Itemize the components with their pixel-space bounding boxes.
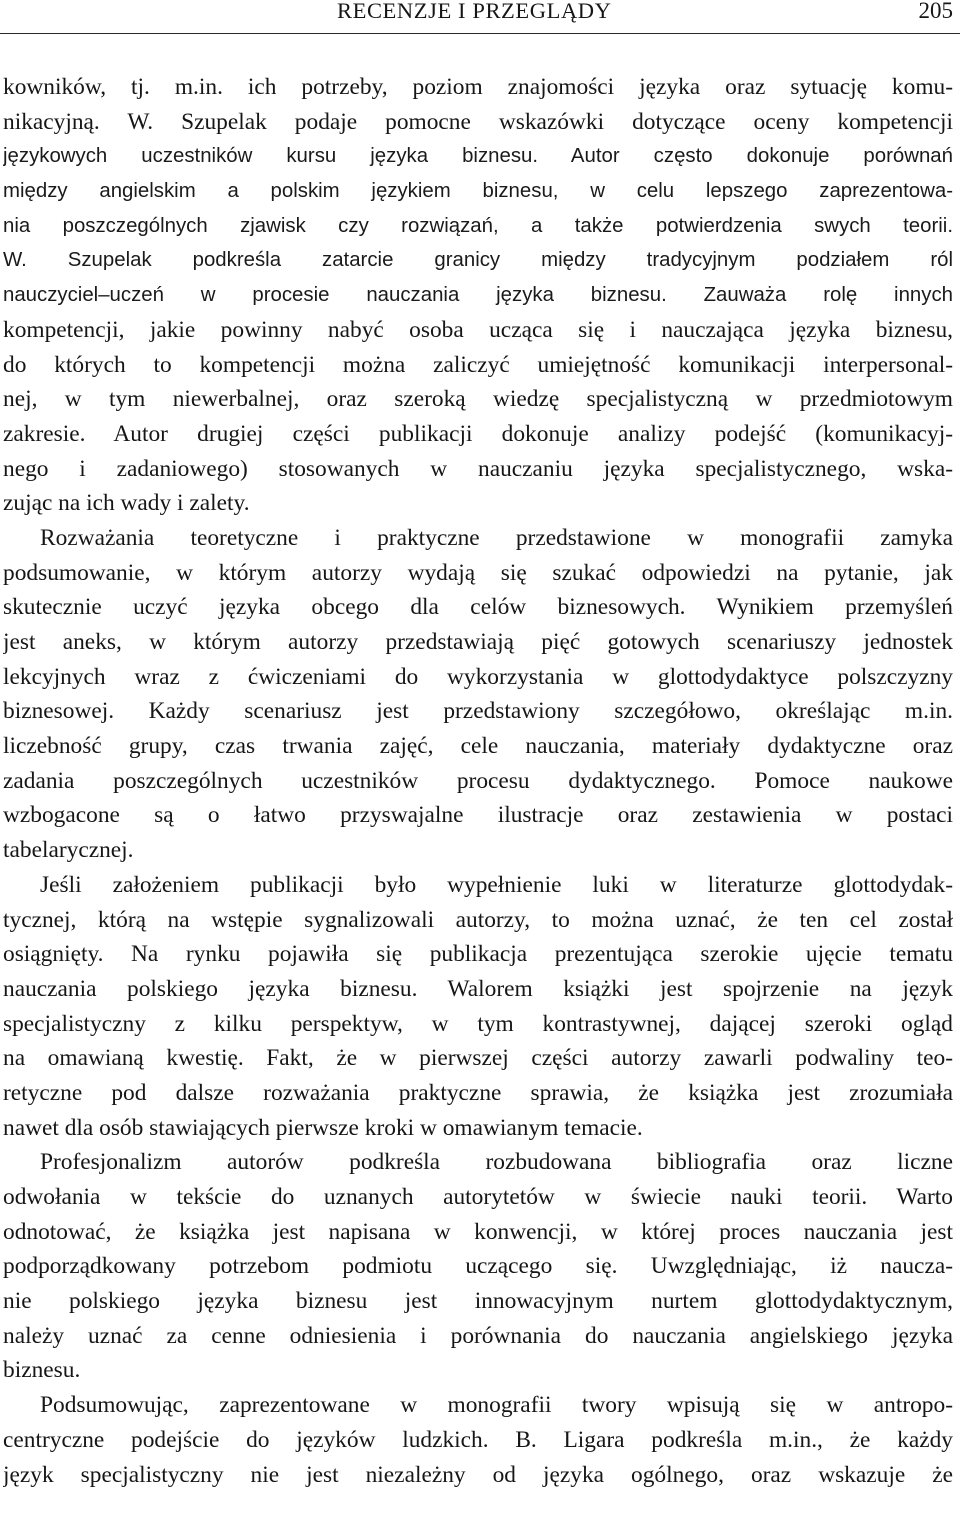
- page-number: 205: [918, 0, 953, 23]
- text-line: językowych uczestników kursu języka biznesu. Autor często dokonuje porównań: [3, 145, 953, 168]
- text-line: zując na ich wady i zalety.: [3, 490, 250, 517]
- text-line: między angielskim a polskim językiem biznesu, w celu lepszego zaprezentowa-: [3, 180, 953, 203]
- text-line: nej, w tym niewerbalnej, oraz szeroką wiedzę specjalistyczną w przedmiotowym: [3, 386, 953, 413]
- text-line: osiągnięty. Na rynku pojawiła się publikacja prezentująca szerokie ujęcie tematu: [3, 941, 953, 968]
- paragraph-first-line: Jeśli założeniem publikacji było wypełnienie luki w literaturze glottodydak-: [40, 871, 953, 898]
- header-rule: [0, 33, 960, 34]
- text-line: należy uznać za cenne odniesienia i porównania do nauczania angielskiego języka: [3, 1322, 953, 1349]
- text-line: nauczania polskiego języka biznesu. Walorem książki jest spojrzenie na język: [3, 975, 953, 1002]
- text-line: biznesowej. Każdy scenariusz jest przedstawiony szczegółowo, określając m.in.: [3, 698, 953, 725]
- running-head: RECENZJE I PRZEGLĄDY: [337, 0, 612, 23]
- text-line: na omawianą kwestię. Fakt, że w pierwszej części autorzy zawarli podwaliny teo-: [3, 1045, 953, 1072]
- paragraph-first-line: Profesjonalizm autorów podkreśla rozbudowana bibliografia oraz liczne: [40, 1149, 953, 1176]
- text-line: język specjalistyczny nie jest niezależny od języka ogólnego, oraz wskazuje że: [3, 1461, 953, 1488]
- text-line: odnotować, że książka jest napisana w konwencji, w której proces nauczania jest: [3, 1218, 953, 1245]
- text-line: skutecznie uczyć języka obcego dla celów biznesowych. Wynikiem przemyśleń: [3, 594, 953, 621]
- text-line: W. Szupelak podkreśla zatarcie granicy między tradycyjnym podziałem ról: [3, 249, 953, 272]
- text-line: nego i zadaniowego) stosowanych w nauczaniu języka specjalistycznego, wska-: [3, 455, 953, 482]
- page-header: [0, 0, 960, 34]
- text-line: nia poszczególnych zjawisk czy rozwiązań, a także potwierdzenia swych teorii.: [3, 214, 953, 237]
- paragraph-first-line: Podsumowując, zaprezentowane w monografii twory wpisują się w antropo-: [40, 1392, 953, 1419]
- text-line: podporządkowany potrzebom podmiotu uczącego się. Uwzględniając, iż naucza-: [3, 1253, 953, 1280]
- text-line: nie polskiego języka biznesu jest innowacyjnym nurtem glottodydaktycznym,: [3, 1288, 953, 1315]
- text-line: liczebność grupy, czas trwania zajęć, cele nauczania, materiały dydaktyczne oraz: [3, 733, 953, 760]
- text-line: tycznej, którą na wstępie sygnalizowali autorzy, to można uznać, że ten cel został: [3, 906, 953, 933]
- text-line: kompetencji, jakie powinny nabyć osoba ucząca się i nauczająca języka biznesu,: [3, 316, 953, 343]
- text-line: retyczne pod dalsze rozważania praktyczne sprawia, że książka jest zrozumiała: [3, 1079, 953, 1106]
- text-line: centryczne podejście do języków ludzkich. B. Ligara podkreśla m.in., że każdy: [3, 1426, 953, 1453]
- text-line: podsumowanie, w którym autorzy wydają się szukać odpowiedzi na pytanie, jak: [3, 559, 953, 586]
- text-line: lekcyjnych wraz z ćwiczeniami do wykorzystania w glottodydaktyce polszczyzny: [3, 663, 953, 690]
- text-line: nauczyciel–uczeń w procesie nauczania języka biznesu. Zauważa rolę innych: [3, 284, 953, 307]
- text-line: biznesu.: [3, 1357, 81, 1384]
- text-line: kowników, tj. m.in. ich potrzeby, poziom znajomości języka oraz sytuację komu-: [3, 74, 953, 100]
- text-line: nikacyjną. W. Szupelak podaje pomocne wskazówki dotyczące oceny kompetencji: [3, 108, 953, 135]
- text-line: wzbogacone są o łatwo przyswajalne ilustracje oraz zestawienia w postaci: [3, 802, 953, 829]
- text-line: nawet dla osób stawiających pierwsze kroki w omawianym temacie.: [3, 1114, 643, 1141]
- text-line: do których to kompetencji można zaliczyć umiejętność komunikacji interpersonal-: [3, 351, 953, 378]
- paragraph-first-line: Rozważania teoretyczne i praktyczne przedstawione w monografii zamyka: [40, 524, 953, 551]
- text-line: tabelarycznej.: [3, 837, 134, 864]
- text-line: jest aneks, w którym autorzy przedstawiają pięć gotowych scenariuszy jednostek: [3, 629, 953, 655]
- text-line: zadania poszczególnych uczestników procesu dydaktycznego. Pomoce naukowe: [3, 767, 953, 794]
- text-line: odwołania w tekście do uznanych autorytetów w świecie nauki teorii. Warto: [3, 1184, 953, 1210]
- text-line: specjalistyczny z kilku perspektyw, w tym kontrastywnej, dającej szeroki ogląd: [3, 1010, 953, 1037]
- text-line: zakresie. Autor drugiej części publikacji dokonuje analizy podejść (komunikacyj-: [3, 420, 953, 447]
- review-body-text: [3, 70, 953, 1492]
